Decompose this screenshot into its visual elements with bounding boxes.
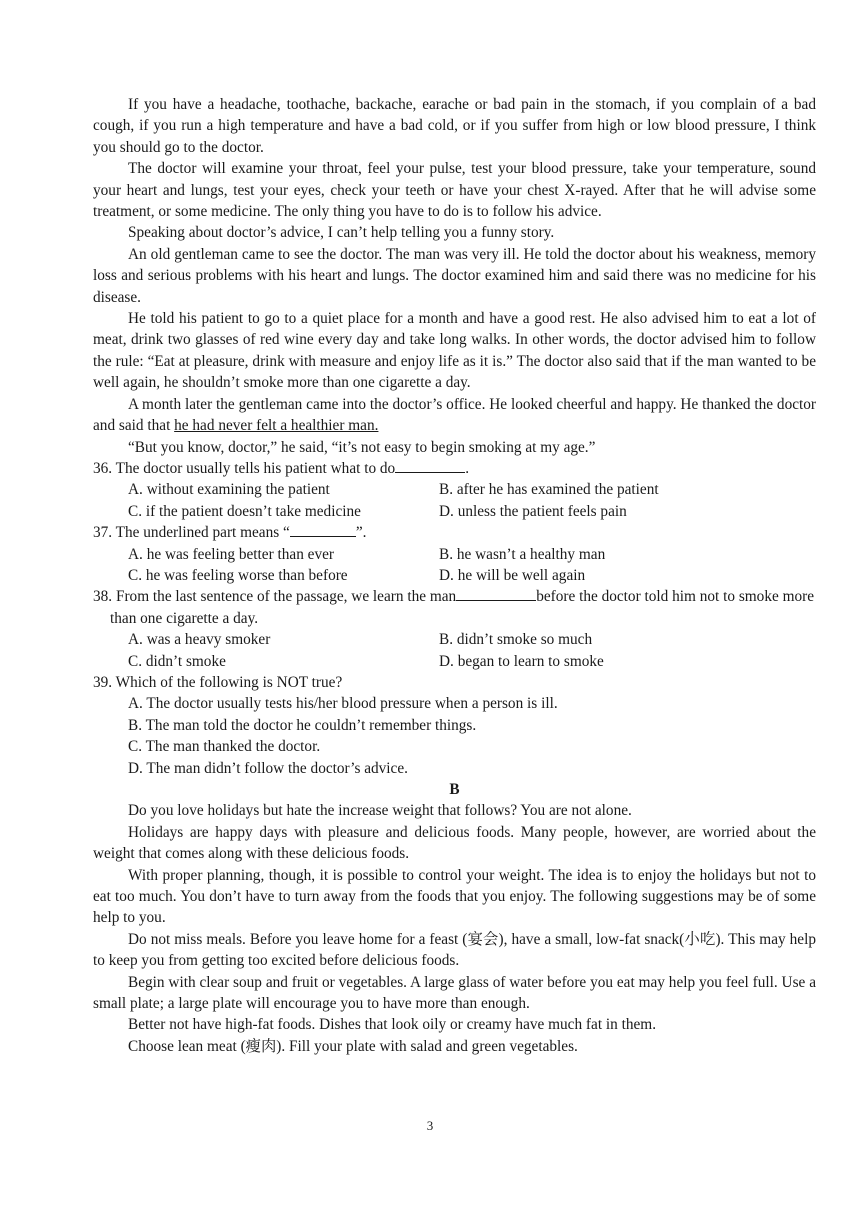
passage-b-paragraph-3: With proper planning, though, it is possible to control your weight. The idea is to enjoy the holidays but not to eat too much. You don’t have to turn away from the foods that you enjoy. The following suggestions may be of some help to you. [93, 866, 816, 927]
option-c: C. if the patient doesn’t take medicine [128, 502, 361, 520]
option-d: D. began to learn to smoke [439, 652, 604, 670]
option-b: B. didn’t smoke so much [439, 631, 593, 649]
page-number: 3 [426, 1118, 434, 1133]
question-38-end: before the doctor told him not to smoke more than one cigarette a day. [110, 588, 815, 627]
passage-a-paragraph-2: The doctor will examine your throat, feel your pulse, test your blood pressure, take your temperature, sound your heart and lungs, test your eyes, check your teeth or have your chest X-rayed. After that he will advise some treatment, or some medicine. The only thing you have to do is to follow his advice. [93, 160, 816, 221]
option-c: C. he was feeling worse than before [128, 566, 348, 584]
option-a: A. The doctor usually tests his/her blood pressure when a person is ill. [128, 695, 558, 713]
underlined-part: he had never felt a healthier man. [174, 417, 379, 435]
question-38-options-row-2 [93, 651, 816, 672]
passage-b-paragraph-2: Holidays are happy days with pleasure and delicious foods. Many people, however, are worried about the weight that comes along with these delicious foods. [93, 823, 816, 863]
passage-b-paragraph-4: Do not miss meals. Before you leave home for a feast (宴会), have a small, low-fat snack(小吃). This may help to keep you from getting too excited before delicious foods. [93, 930, 816, 970]
question-37-options-row-1 [93, 544, 816, 565]
option-c: C. didn’t smoke [128, 652, 226, 670]
question-36-end: . [465, 459, 470, 477]
passage-b-paragraph-7: Choose lean meat (瘦肉). Fill your plate with salad and green vegetables. [128, 1037, 578, 1055]
option-b: B. The man told the doctor he couldn’t remember things. [128, 716, 477, 734]
passage-b-paragraph-6: Better not have high-fat foods. Dishes that look oily or creamy have much fat in them. [128, 1016, 657, 1034]
answer-blank [456, 586, 536, 601]
question-37-stem [93, 522, 816, 543]
passage-a-paragraph-1: If you have a headache, toothache, backache, earache or bad pain in the stomach, if you complain of a bad cough, if you run a high temperature and have a bad cold, or if you suffer from high or low blood pressure, I think you should go to the doctor. [93, 96, 816, 156]
option-d: D. unless the patient feels pain [439, 502, 627, 520]
passage-a-paragraph-3: Speaking about doctor’s advice, I can’t help telling you a funny story. [128, 224, 555, 242]
section-heading-b: B [449, 781, 460, 798]
option-a: A. was a heavy smoker [128, 631, 271, 649]
document-page [93, 94, 816, 1057]
passage-b-paragraph-1: Do you love holidays but hate the increase weight that follows? You are not alone. [128, 802, 632, 820]
option-a: A. he was feeling better than ever [128, 545, 334, 563]
passage-b-paragraph-5: Begin with clear soup and fruit or vegetables. A large glass of water before you eat may help you feel full. Use a small plate; a large plate will encourage you to have more than enough. [93, 973, 816, 1013]
question-37-text: 37. The underlined part means “ [93, 524, 290, 542]
paragraph-6-text: A month later the gentleman came into the doctor’s office. He looked cheerful and happy. He thanked the doctor and said that [93, 395, 816, 435]
question-36-stem [93, 458, 816, 479]
question-39-stem: 39. Which of the following is NOT true? [93, 673, 343, 691]
question-37-options-row-2 [93, 565, 816, 586]
option-d: D. he will be well again [439, 566, 586, 584]
option-b: B. after he has examined the patient [439, 481, 659, 499]
question-38-text: 38. From the last sentence of the passage, we learn the man [93, 588, 457, 606]
passage-a-paragraph-6 [93, 394, 816, 437]
question-38-stem [93, 586, 816, 629]
passage-a-paragraph-5: He told his patient to go to a quiet place for a month and have a good rest. He also advised him to eat a lot of meat, drink two glasses of red wine every day and take long walks. In other words, the doctor advised him to follow the rule: “Eat at pleasure, drink with measure and enjoy life as it is.” The doctor also said that if the man wanted to be well again, he shouldn’t smoke more than one cigarette a day. [93, 310, 816, 392]
question-36-options-row-1 [93, 479, 816, 500]
passage-a-paragraph-7: “But you know, doctor,” he said, “it’s not easy to begin smoking at my age.” [128, 438, 596, 456]
option-c: C. The man thanked the doctor. [128, 738, 321, 756]
question-36-options-row-2 [93, 501, 816, 522]
question-38-options-row-1 [93, 629, 816, 650]
question-37-end: ”. [355, 524, 367, 542]
passage-a-paragraph-4: An old gentleman came to see the doctor. The man was very ill. He told the doctor about his weakness, memory loss and serious problems with his heart and lungs. The doctor examined him and said there was no medicine for his disease. [93, 245, 816, 306]
option-b: B. he wasn’t a healthy man [439, 545, 606, 563]
answer-blank [290, 522, 356, 537]
option-a: A. without examining the patient [128, 481, 330, 499]
answer-blank [395, 458, 465, 473]
question-36-text: 36. The doctor usually tells his patient what to do [93, 459, 396, 477]
option-d: D. The man didn’t follow the doctor’s advice. [128, 759, 408, 777]
